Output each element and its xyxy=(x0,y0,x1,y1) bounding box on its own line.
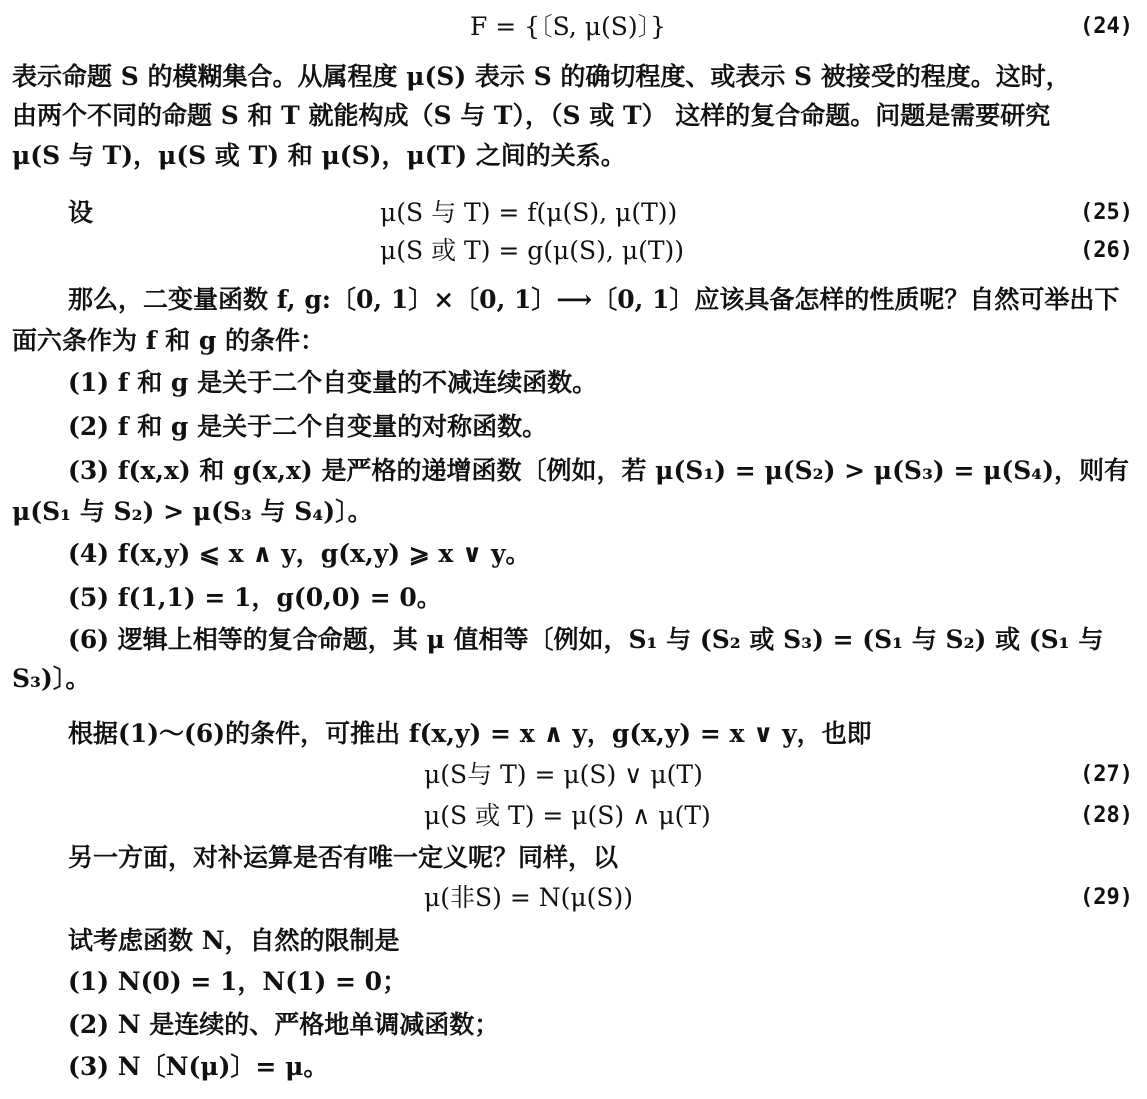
condition-5: (5) f(1,1) = 1，g(0,0) = 0。 xyxy=(68,583,442,612)
equation-24: F = {〔S, μ(S)〕} xyxy=(470,12,667,41)
paragraph-4: 另一方面，对补运算是否有唯一定义呢？同样，以 xyxy=(68,843,619,872)
condition-2: (2) f 和 g 是关于二个自变量的对称函数。 xyxy=(68,412,548,441)
equation-25: μ(S 与 T) = f(μ(S), μ(T)) xyxy=(380,198,678,227)
condition-3-line-2: μ(S₁ 与 S₂) > μ(S₃ 与 S₄)〕。 xyxy=(12,497,373,526)
n-condition-3: (3) N〔N(μ)〕= μ。 xyxy=(68,1052,329,1081)
equation-25-number: (25) xyxy=(1080,200,1133,225)
set-label: 设 xyxy=(68,198,94,227)
paragraph-1-line-1: 表示命题 S 的模糊集合。从属程度 μ(S) 表示 S 的确切程度、或表示 S 被接受的程度。这时， xyxy=(12,62,1071,91)
condition-6-line-1: (6) 逻辑上相等的复合命题，其 μ 值相等〔例如，S₁ 与 (S₂ 或 S₃) = (S₁ 与 S₂) 或 (S₁ 与 xyxy=(68,625,1104,654)
equation-28-number: (28) xyxy=(1080,803,1133,828)
condition-6-line-2: S₃)〕。 xyxy=(12,664,91,693)
condition-1: (1) f 和 g 是关于二个自变量的不减连续函数。 xyxy=(68,368,598,397)
paragraph-1-line-3: μ(S 与 T)，μ(S 或 T) 和 μ(S)，μ(T) 之间的关系。 xyxy=(12,141,626,170)
paragraph-2-line-2: 面六条作为 f 和 g 的条件： xyxy=(12,326,326,355)
paragraph-5: 试考虑函数 N，自然的限制是 xyxy=(68,926,400,955)
equation-27-number: (27) xyxy=(1080,762,1133,787)
paragraph-3: 根据(1)～(6)的条件，可推出 f(x,y) = x ∧ y，g(x,y) = x ∨ y，也即 xyxy=(68,719,872,748)
n-condition-2: (2) N 是连续的、严格地单调减函数； xyxy=(68,1010,500,1039)
condition-3-line-1: (3) f(x,x) 和 g(x,x) 是严格的递增函数〔例如，若 μ(S₁) = μ(S₂) > μ(S₃) = μ(S₄)，则有 xyxy=(68,456,1130,485)
equation-27: μ(S与 T) = μ(S) ∨ μ(T) xyxy=(424,760,703,789)
paragraph-2-line-1: 那么，二变量函数 f, g:〔0, 1〕×〔0, 1〕⟶〔0, 1〕应该具备怎样的性质呢？自然可举出下 xyxy=(68,285,1120,314)
equation-29: μ(非S) = N(μ(S)) xyxy=(424,883,633,912)
equation-26: μ(S 或 T) = g(μ(S), μ(T)) xyxy=(380,236,685,265)
equation-26-number: (26) xyxy=(1080,238,1133,263)
n-condition-1: (1) N(0) = 1，N(1) = 0； xyxy=(68,967,408,996)
equation-29-number: (29) xyxy=(1080,885,1133,910)
equation-28: μ(S 或 T) = μ(S) ∧ μ(T) xyxy=(424,801,711,830)
paragraph-1-line-2: 由两个不同的命题 S 和 T 就能构成（S 与 T），（S 或 T） 这样的复合命题。问题是需要研究 xyxy=(12,101,1051,130)
equation-24-number: (24) xyxy=(1080,14,1133,39)
condition-4: (4) f(x,y) ⩽ x ∧ y，g(x,y) ⩾ x ∨ y。 xyxy=(68,539,531,568)
